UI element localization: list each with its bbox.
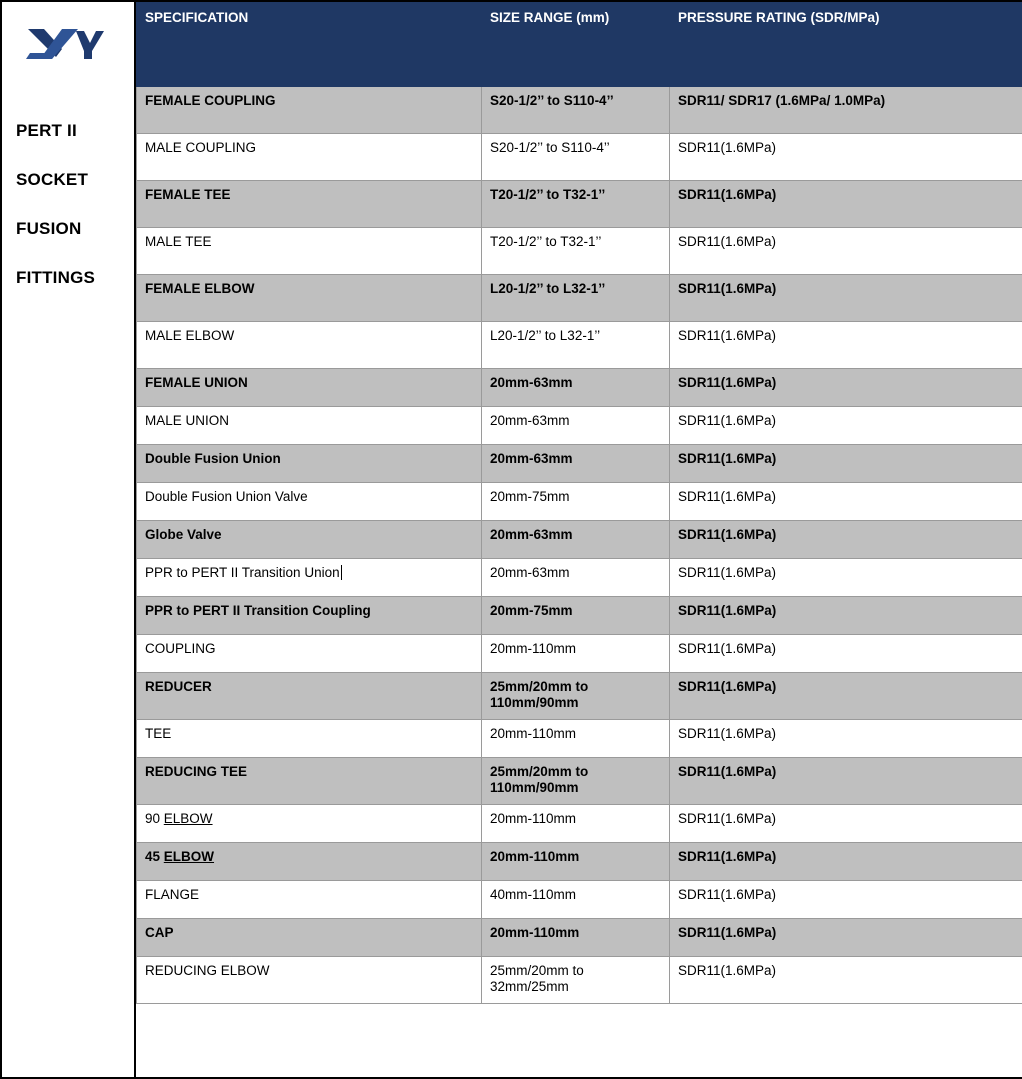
table-row bbox=[137, 919, 1022, 957]
cell-pressure-rating: SDR11(1.6MPa) bbox=[670, 957, 1022, 1004]
cell-size-range: L20-1/2’’ to L32-1’’ bbox=[482, 275, 670, 322]
table-header-row bbox=[137, 3, 1022, 87]
logo-container bbox=[2, 2, 134, 84]
cell-specification: MALE ELBOW bbox=[137, 322, 482, 369]
cell-size-range: 25mm/20mm to 32mm/25mm bbox=[482, 957, 670, 1004]
cell-pressure-rating: SDR11(1.6MPa) bbox=[670, 843, 1022, 881]
panel-title-line-4: FITTINGS bbox=[16, 268, 96, 287]
table-row bbox=[137, 758, 1022, 805]
cell-size-range: 25mm/20mm to 110mm/90mm bbox=[482, 673, 670, 720]
cell-pressure-rating: SDR11(1.6MPa) bbox=[670, 445, 1022, 483]
table-row bbox=[137, 881, 1022, 919]
cell-pressure-rating: SDR11(1.6MPa) bbox=[670, 407, 1022, 445]
cell-specification: COUPLING bbox=[137, 635, 482, 673]
panel-title bbox=[2, 84, 134, 302]
cell-pressure-rating: SDR11(1.6MPa) bbox=[670, 559, 1022, 597]
table-row bbox=[137, 597, 1022, 635]
cell-pressure-rating: SDR11(1.6MPa) bbox=[670, 483, 1022, 521]
cell-pressure-rating: SDR11(1.6MPa) bbox=[670, 275, 1022, 322]
xmy-logo-icon bbox=[22, 23, 114, 67]
cell-pressure-rating: SDR11(1.6MPa) bbox=[670, 758, 1022, 805]
spec-table bbox=[136, 2, 1022, 1004]
cell-size-range: 20mm-110mm bbox=[482, 805, 670, 843]
column-header-pressure-rating: PRESSURE RATING (SDR/MPa) bbox=[670, 3, 1022, 87]
cell-pressure-rating: SDR11(1.6MPa) bbox=[670, 881, 1022, 919]
cell-specification: REDUCING ELBOW bbox=[137, 957, 482, 1004]
table-row bbox=[137, 673, 1022, 720]
cell-pressure-rating: SDR11(1.6MPa) bbox=[670, 181, 1022, 228]
table-row bbox=[137, 322, 1022, 369]
table-body bbox=[137, 87, 1022, 1004]
table-row bbox=[137, 445, 1022, 483]
cell-pressure-rating: SDR11(1.6MPa) bbox=[670, 805, 1022, 843]
table-row bbox=[137, 134, 1022, 181]
cell-size-range: 20mm-110mm bbox=[482, 635, 670, 673]
column-header-size-range: SIZE RANGE (mm) bbox=[482, 3, 670, 87]
panel-title-line-1: PERT II bbox=[16, 121, 77, 140]
cell-pressure-rating: SDR11(1.6MPa) bbox=[670, 635, 1022, 673]
cell-size-range: 20mm-110mm bbox=[482, 843, 670, 881]
cell-size-range: T20-1/2’’ to T32-1’’ bbox=[482, 181, 670, 228]
cell-specification: FLANGE bbox=[137, 881, 482, 919]
cell-size-range: S20-1/2’’ to S110-4’’ bbox=[482, 87, 670, 134]
cell-pressure-rating: SDR11/ SDR17 (1.6MPa/ 1.0MPa) bbox=[670, 87, 1022, 134]
cell-size-range: 20mm-63mm bbox=[482, 445, 670, 483]
cell-specification: FEMALE UNION bbox=[137, 369, 482, 407]
cell-size-range: 20mm-110mm bbox=[482, 720, 670, 758]
panel-title-line-2: SOCKET bbox=[16, 170, 89, 189]
cell-specification: PPR to PERT II Transition Union bbox=[137, 559, 482, 597]
cell-size-range: 20mm-75mm bbox=[482, 483, 670, 521]
cell-pressure-rating: SDR11(1.6MPa) bbox=[670, 228, 1022, 275]
cell-specification: Globe Valve bbox=[137, 521, 482, 559]
cell-specification: TEE bbox=[137, 720, 482, 758]
cell-specification: MALE TEE bbox=[137, 228, 482, 275]
table-row bbox=[137, 957, 1022, 1004]
cell-specification: FEMALE COUPLING bbox=[137, 87, 482, 134]
spec-table-container bbox=[136, 2, 1022, 1077]
cell-specification: 90 ELBOW bbox=[137, 805, 482, 843]
table-row bbox=[137, 635, 1022, 673]
cell-specification: REDUCER bbox=[137, 673, 482, 720]
cell-size-range: L20-1/2’’ to L32-1’’ bbox=[482, 322, 670, 369]
cell-specification: FEMALE TEE bbox=[137, 181, 482, 228]
table-row bbox=[137, 843, 1022, 881]
cell-specification: MALE UNION bbox=[137, 407, 482, 445]
cell-pressure-rating: SDR11(1.6MPa) bbox=[670, 369, 1022, 407]
cell-size-range: T20-1/2’’ to T32-1’’ bbox=[482, 228, 670, 275]
cell-pressure-rating: SDR11(1.6MPa) bbox=[670, 919, 1022, 957]
text-cursor bbox=[341, 565, 342, 580]
table-row bbox=[137, 483, 1022, 521]
cell-specification: 45 ELBOW bbox=[137, 843, 482, 881]
cell-pressure-rating: SDR11(1.6MPa) bbox=[670, 720, 1022, 758]
cell-pressure-rating: SDR11(1.6MPa) bbox=[670, 673, 1022, 720]
cell-size-range: 20mm-63mm bbox=[482, 559, 670, 597]
panel-title-line-3: FUSION bbox=[16, 219, 82, 238]
left-panel bbox=[2, 2, 136, 1077]
cell-pressure-rating: SDR11(1.6MPa) bbox=[670, 134, 1022, 181]
cell-size-range: 20mm-75mm bbox=[482, 597, 670, 635]
table-row bbox=[137, 407, 1022, 445]
cell-size-range: 20mm-110mm bbox=[482, 919, 670, 957]
page-layout bbox=[2, 2, 1022, 1077]
table-row bbox=[137, 181, 1022, 228]
cell-specification: MALE COUPLING bbox=[137, 134, 482, 181]
cell-size-range: 25mm/20mm to 110mm/90mm bbox=[482, 758, 670, 805]
cell-size-range: 20mm-63mm bbox=[482, 521, 670, 559]
cell-size-range: 20mm-63mm bbox=[482, 369, 670, 407]
table-row bbox=[137, 87, 1022, 134]
table-row bbox=[137, 720, 1022, 758]
cell-size-range: 40mm-110mm bbox=[482, 881, 670, 919]
cell-specification: FEMALE ELBOW bbox=[137, 275, 482, 322]
table-row bbox=[137, 521, 1022, 559]
column-header-specification: SPECIFICATION bbox=[137, 3, 482, 87]
cell-specification: Double Fusion Union bbox=[137, 445, 482, 483]
cell-pressure-rating: SDR11(1.6MPa) bbox=[670, 322, 1022, 369]
table-row bbox=[137, 369, 1022, 407]
table-row bbox=[137, 559, 1022, 597]
cell-size-range: 20mm-63mm bbox=[482, 407, 670, 445]
table-row bbox=[137, 228, 1022, 275]
table-row bbox=[137, 275, 1022, 322]
cell-specification: CAP bbox=[137, 919, 482, 957]
cell-specification: PPR to PERT II Transition Coupling bbox=[137, 597, 482, 635]
cell-pressure-rating: SDR11(1.6MPa) bbox=[670, 521, 1022, 559]
cell-size-range: S20-1/2’’ to S110-4’’ bbox=[482, 134, 670, 181]
cell-pressure-rating: SDR11(1.6MPa) bbox=[670, 597, 1022, 635]
table-header bbox=[137, 3, 1022, 87]
cell-specification: Double Fusion Union Valve bbox=[137, 483, 482, 521]
cell-specification: REDUCING TEE bbox=[137, 758, 482, 805]
table-row bbox=[137, 805, 1022, 843]
